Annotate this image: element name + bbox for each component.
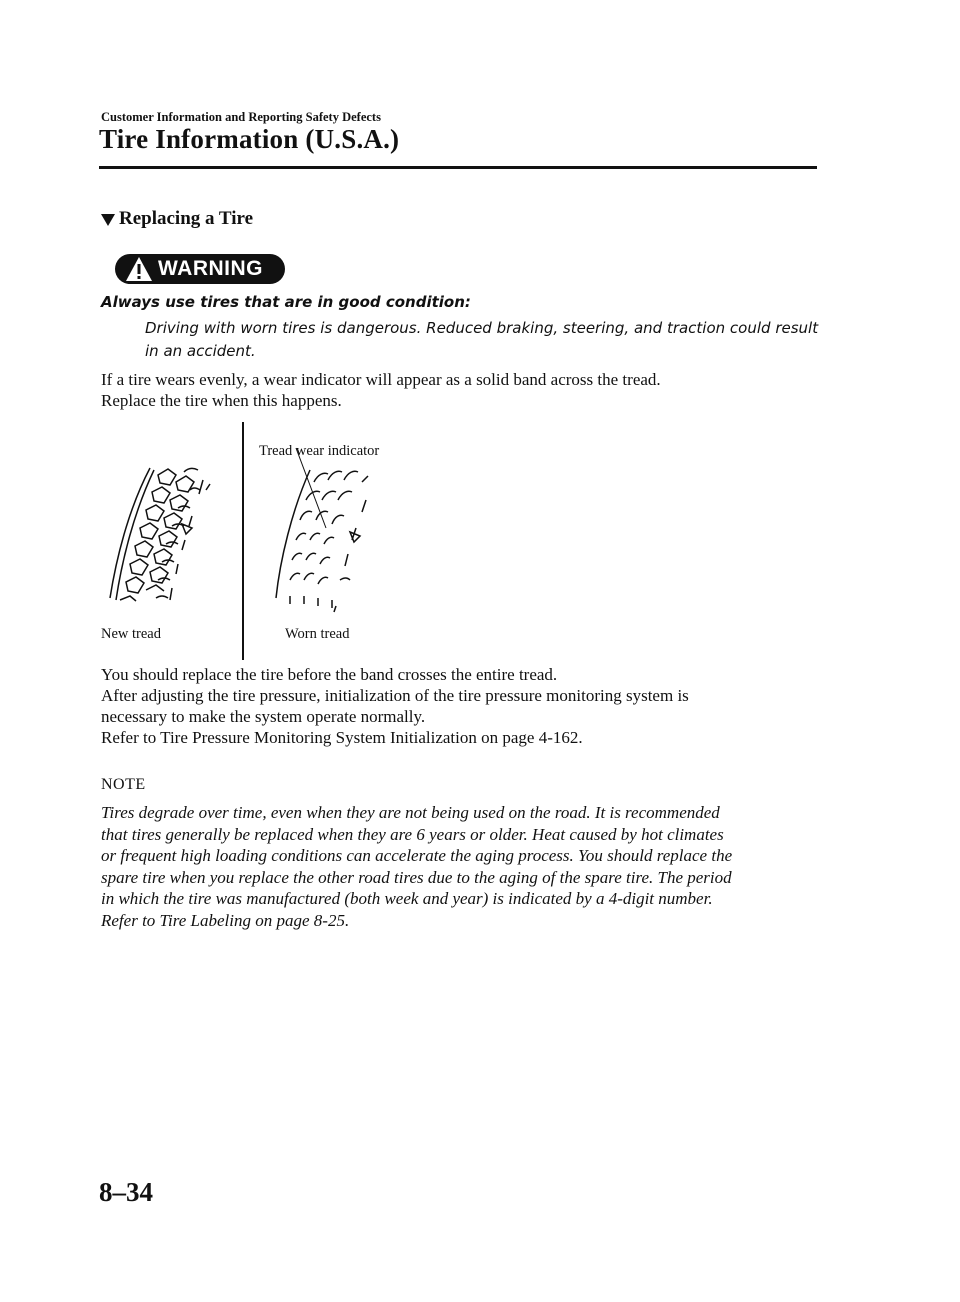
section-heading [101, 208, 253, 230]
warning-badge [115, 254, 285, 284]
paragraph-replace [101, 664, 821, 748]
note-line: in which the tire was manufactured (both week and year) is indicated by a 4-digit number. [101, 889, 713, 909]
text-line: You should replace the tire before the band crosses the entire tread. [101, 665, 558, 684]
chapter-title: Tire Information (U.S.A.) [99, 124, 400, 154]
section-title: Replacing a Tire [119, 208, 254, 229]
triangle-down-icon [101, 214, 115, 226]
worn-tread-illustration [276, 448, 368, 612]
warning-label: WARNING [158, 257, 263, 280]
note-line: Tires degrade over time, even when they are not being used on the road. It is recommended [101, 803, 720, 822]
warning-heading: Always use tires that are in good condition: [101, 293, 471, 311]
label-tread-wear-indicator: Tread wear indicator [259, 443, 380, 459]
paragraph-wear-indicator [101, 369, 821, 411]
note-body [101, 802, 823, 932]
text-line: Refer to Tire Pressure Monitoring System Initialization on page 4-162. [101, 728, 583, 747]
page-number: 8–34 [99, 1177, 153, 1207]
text-line: necessary to make the system operate normally. [101, 707, 426, 726]
new-tread-illustration [110, 468, 210, 601]
label-worn-tread: Worn tread [285, 626, 350, 642]
exclamation-triangle-icon [124, 254, 154, 284]
title-rule [99, 166, 817, 169]
label-new-tread: New tread [101, 626, 161, 642]
text-line: If a tire wears evenly, a wear indicator will appear as a solid band across the tread. [101, 370, 661, 389]
text-line: Replace the tire when this happens. [101, 391, 342, 410]
text-line: After adjusting the tire pressure, initialization of the tire pressure monitoring system is [101, 686, 689, 705]
note-line: that tires generally be replaced when they are 6 years or older. Heat caused by hot climates [101, 824, 724, 844]
note-label: NOTE [101, 776, 146, 793]
note-line: or frequent high loading conditions can accelerate the aging process. You should replace the [101, 846, 733, 866]
note-line: Refer to Tire Labeling on page 8-25. [101, 910, 350, 930]
warning-body: Driving with worn tires is dangerous. Reduced braking, steering, and traction could result in an accident. [145, 319, 819, 360]
running-head: Customer Information and Reporting Safety Defects [101, 110, 381, 124]
note-line: spare tire when you replace the other road tires due to the aging of the spare tire. The period [101, 867, 732, 887]
